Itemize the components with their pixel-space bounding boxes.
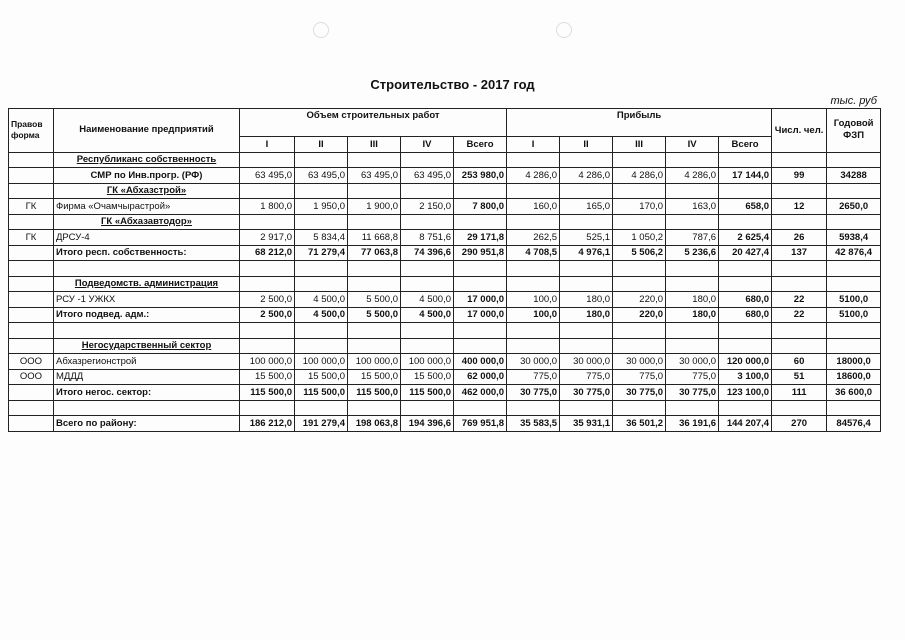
empty-cell	[719, 276, 772, 292]
empty-cell	[348, 400, 401, 416]
empty-cell	[613, 261, 666, 277]
volume-quarter: 15 500,0	[295, 369, 348, 385]
annual-fzp: 5100,0	[827, 292, 881, 308]
volume-quarter: 4 500,0	[401, 292, 454, 308]
volume-quarter: 100 000,0	[240, 354, 295, 370]
empty-cell	[827, 276, 881, 292]
volume-quarter: 11 668,8	[348, 230, 401, 246]
volume-total: 17 000,0	[454, 292, 507, 308]
empty-cell	[827, 338, 881, 354]
empty-cell	[295, 323, 348, 339]
header-staff: Числ. чел.	[772, 109, 827, 153]
annual-fzp: 34288	[827, 168, 881, 184]
page-title: Строительство - 2017 год	[370, 77, 535, 92]
empty-cell	[507, 261, 560, 277]
volume-quarter: 4 500,0	[295, 292, 348, 308]
empty-cell	[613, 323, 666, 339]
profit-quarter: 180,0	[560, 292, 613, 308]
header-quarter: I	[507, 137, 560, 153]
volume-quarter: 2 500,0	[240, 292, 295, 308]
empty-cell	[666, 152, 719, 168]
empty-cell	[666, 400, 719, 416]
enterprise-name: Итого подвед. адм.:	[54, 307, 240, 323]
empty-cell	[772, 261, 827, 277]
volume-quarter: 5 500,0	[348, 292, 401, 308]
profit-quarter: 35 931,1	[560, 416, 613, 432]
empty-cell	[772, 183, 827, 199]
empty-cell	[240, 183, 295, 199]
form-cell	[9, 261, 54, 277]
profit-quarter: 5 506,2	[613, 245, 666, 261]
table-row	[9, 292, 881, 308]
enterprise-name: Всего по району:	[54, 416, 240, 432]
profit-quarter: 4 286,0	[560, 168, 613, 184]
profit-quarter: 165,0	[560, 199, 613, 215]
form-cell	[9, 183, 54, 199]
empty-cell	[401, 183, 454, 199]
empty-cell	[295, 338, 348, 354]
profit-quarter: 30 000,0	[666, 354, 719, 370]
empty-row	[9, 323, 881, 339]
table-row	[9, 369, 881, 385]
empty-cell	[772, 400, 827, 416]
volume-quarter: 2 150,0	[401, 199, 454, 215]
scan-mark	[313, 22, 329, 38]
total-row	[9, 416, 881, 432]
enterprise-name: ДРСУ-4	[54, 230, 240, 246]
legal-form	[9, 385, 54, 401]
empty-cell	[54, 400, 240, 416]
volume-quarter: 1 950,0	[295, 199, 348, 215]
annual-fzp: 5100,0	[827, 307, 881, 323]
empty-cell	[507, 214, 560, 230]
annual-fzp: 42 876,4	[827, 245, 881, 261]
section-title: ГК «Абхазавтодор»	[54, 214, 240, 230]
empty-cell	[295, 400, 348, 416]
profit-total: 658,0	[719, 199, 772, 215]
annual-fzp: 2650,0	[827, 199, 881, 215]
empty-cell	[772, 323, 827, 339]
header-quarter: III	[613, 137, 666, 153]
profit-quarter: 36 501,2	[613, 416, 666, 432]
empty-cell	[666, 323, 719, 339]
profit-quarter: 180,0	[666, 307, 719, 323]
profit-quarter: 787,6	[666, 230, 719, 246]
volume-quarter: 100 000,0	[401, 354, 454, 370]
volume-quarter: 115 500,0	[240, 385, 295, 401]
header-total: Всего	[454, 137, 507, 153]
profit-total: 144 207,4	[719, 416, 772, 432]
empty-cell	[772, 214, 827, 230]
volume-quarter: 15 500,0	[240, 369, 295, 385]
empty-cell	[613, 276, 666, 292]
annual-fzp: 36 600,0	[827, 385, 881, 401]
staff-count: 111	[772, 385, 827, 401]
volume-quarter: 100 000,0	[348, 354, 401, 370]
volume-quarter: 71 279,4	[295, 245, 348, 261]
empty-cell	[454, 400, 507, 416]
volume-total: 769 951,8	[454, 416, 507, 432]
total-row	[9, 385, 881, 401]
section-row	[9, 152, 881, 168]
profit-quarter: 525,1	[560, 230, 613, 246]
empty-cell	[295, 152, 348, 168]
empty-cell	[827, 152, 881, 168]
volume-quarter: 74 396,6	[401, 245, 454, 261]
empty-cell	[827, 323, 881, 339]
section-title: ГК «Абхазстрой»	[54, 183, 240, 199]
profit-quarter: 30 775,0	[666, 385, 719, 401]
header-quarter: III	[348, 137, 401, 153]
empty-cell	[454, 323, 507, 339]
empty-cell	[454, 338, 507, 354]
profit-total: 17 144,0	[719, 168, 772, 184]
profit-quarter: 30 000,0	[507, 354, 560, 370]
profit-quarter: 5 236,6	[666, 245, 719, 261]
empty-cell	[348, 323, 401, 339]
profit-total: 120 000,0	[719, 354, 772, 370]
empty-cell	[401, 276, 454, 292]
volume-total: 17 000,0	[454, 307, 507, 323]
empty-cell	[666, 261, 719, 277]
enterprise-name: Итого респ. собственность:	[54, 245, 240, 261]
staff-count: 137	[772, 245, 827, 261]
profit-total: 20 427,4	[719, 245, 772, 261]
legal-form	[9, 416, 54, 432]
empty-cell	[348, 183, 401, 199]
empty-row	[9, 400, 881, 416]
empty-cell	[560, 152, 613, 168]
volume-quarter: 5 500,0	[348, 307, 401, 323]
empty-cell	[772, 338, 827, 354]
volume-quarter: 15 500,0	[348, 369, 401, 385]
profit-quarter: 775,0	[560, 369, 613, 385]
empty-cell	[560, 261, 613, 277]
volume-quarter: 100 000,0	[295, 354, 348, 370]
empty-cell	[613, 183, 666, 199]
empty-cell	[719, 183, 772, 199]
header-quarter: II	[295, 137, 348, 153]
volume-total: 29 171,8	[454, 230, 507, 246]
header-quarter: II	[560, 137, 613, 153]
form-cell	[9, 338, 54, 354]
profit-quarter: 220,0	[613, 292, 666, 308]
profit-quarter: 170,0	[613, 199, 666, 215]
scan-mark	[556, 22, 572, 38]
section-title: Подведомств. администрация	[54, 276, 240, 292]
header-quarter: I	[240, 137, 295, 153]
annual-fzp: 84576,4	[827, 416, 881, 432]
volume-quarter: 115 500,0	[295, 385, 348, 401]
header-fzp: Годовой ФЗП	[827, 109, 881, 153]
profit-quarter: 4 708,5	[507, 245, 560, 261]
legal-form	[9, 292, 54, 308]
empty-cell	[295, 276, 348, 292]
volume-quarter: 115 500,0	[348, 385, 401, 401]
section-title: Негосударственный сектор	[54, 338, 240, 354]
profit-quarter: 180,0	[560, 307, 613, 323]
profit-quarter: 163,0	[666, 199, 719, 215]
volume-total: 400 000,0	[454, 354, 507, 370]
section-row	[9, 214, 881, 230]
empty-cell	[613, 152, 666, 168]
volume-quarter: 63 495,0	[348, 168, 401, 184]
profit-quarter: 100,0	[507, 307, 560, 323]
profit-quarter: 4 286,0	[613, 168, 666, 184]
volume-quarter: 5 834,4	[295, 230, 348, 246]
annual-fzp: 18000,0	[827, 354, 881, 370]
empty-cell	[772, 152, 827, 168]
profit-quarter: 30 775,0	[507, 385, 560, 401]
empty-cell	[827, 400, 881, 416]
empty-row	[9, 261, 881, 277]
construction-table	[8, 108, 881, 432]
header-quarter: IV	[401, 137, 454, 153]
enterprise-name: РСУ -1 УЖКХ	[54, 292, 240, 308]
empty-cell	[401, 261, 454, 277]
volume-quarter: 63 495,0	[401, 168, 454, 184]
empty-cell	[240, 261, 295, 277]
empty-cell	[454, 276, 507, 292]
empty-cell	[240, 152, 295, 168]
empty-cell	[401, 214, 454, 230]
enterprise-name: Абхазрегионстрой	[54, 354, 240, 370]
empty-cell	[719, 338, 772, 354]
volume-quarter: 186 212,0	[240, 416, 295, 432]
profit-quarter: 775,0	[507, 369, 560, 385]
profit-quarter: 4 976,1	[560, 245, 613, 261]
enterprise-name: Фирма «Очамчырастрой»	[54, 199, 240, 215]
form-cell	[9, 400, 54, 416]
profit-quarter: 775,0	[666, 369, 719, 385]
annual-fzp: 5938,4	[827, 230, 881, 246]
volume-quarter: 194 396,6	[401, 416, 454, 432]
volume-quarter: 2 917,0	[240, 230, 295, 246]
empty-cell	[772, 276, 827, 292]
volume-quarter: 4 500,0	[295, 307, 348, 323]
volume-total: 62 000,0	[454, 369, 507, 385]
staff-count: 22	[772, 307, 827, 323]
staff-count: 60	[772, 354, 827, 370]
empty-cell	[719, 261, 772, 277]
empty-cell	[401, 400, 454, 416]
table-row	[9, 230, 881, 246]
profit-quarter: 30 000,0	[613, 354, 666, 370]
header-quarter: IV	[666, 137, 719, 153]
header-form: Правов форма	[9, 109, 54, 153]
section-row	[9, 338, 881, 354]
volume-quarter: 198 063,8	[348, 416, 401, 432]
empty-cell	[666, 276, 719, 292]
empty-cell	[348, 276, 401, 292]
header-total: Всего	[719, 137, 772, 153]
table-row	[9, 168, 881, 184]
empty-cell	[827, 261, 881, 277]
form-cell	[9, 214, 54, 230]
profit-quarter: 160,0	[507, 199, 560, 215]
staff-count: 51	[772, 369, 827, 385]
profit-quarter: 30 775,0	[560, 385, 613, 401]
empty-cell	[295, 261, 348, 277]
staff-count: 270	[772, 416, 827, 432]
total-row	[9, 307, 881, 323]
empty-cell	[560, 323, 613, 339]
total-row	[9, 245, 881, 261]
volume-quarter: 68 212,0	[240, 245, 295, 261]
table-row	[9, 199, 881, 215]
empty-cell	[560, 400, 613, 416]
empty-cell	[348, 152, 401, 168]
empty-cell	[507, 152, 560, 168]
volume-total: 462 000,0	[454, 385, 507, 401]
volume-quarter: 15 500,0	[401, 369, 454, 385]
form-cell	[9, 152, 54, 168]
legal-form: ГК	[9, 199, 54, 215]
volume-total: 7 800,0	[454, 199, 507, 215]
volume-quarter: 63 495,0	[295, 168, 348, 184]
empty-cell	[240, 400, 295, 416]
empty-cell	[827, 214, 881, 230]
profit-quarter: 36 191,6	[666, 416, 719, 432]
empty-cell	[348, 214, 401, 230]
empty-cell	[401, 152, 454, 168]
enterprise-name: МДДД	[54, 369, 240, 385]
empty-cell	[507, 400, 560, 416]
volume-quarter: 1 800,0	[240, 199, 295, 215]
profit-quarter: 30 775,0	[613, 385, 666, 401]
empty-cell	[719, 214, 772, 230]
profit-quarter: 35 583,5	[507, 416, 560, 432]
profit-total: 2 625,4	[719, 230, 772, 246]
profit-quarter: 4 286,0	[507, 168, 560, 184]
staff-count: 26	[772, 230, 827, 246]
empty-cell	[827, 183, 881, 199]
header-volume: Объем строительных работ	[240, 109, 507, 137]
volume-quarter: 77 063,8	[348, 245, 401, 261]
volume-quarter: 8 751,6	[401, 230, 454, 246]
enterprise-name: СМР по Инв.прогр. (РФ)	[54, 168, 240, 184]
empty-cell	[348, 338, 401, 354]
empty-cell	[295, 214, 348, 230]
empty-cell	[719, 323, 772, 339]
empty-cell	[240, 276, 295, 292]
empty-cell	[719, 152, 772, 168]
empty-cell	[613, 338, 666, 354]
profit-total: 123 100,0	[719, 385, 772, 401]
profit-quarter: 775,0	[613, 369, 666, 385]
staff-count: 22	[772, 292, 827, 308]
empty-cell	[348, 261, 401, 277]
empty-cell	[240, 214, 295, 230]
legal-form: ООО	[9, 369, 54, 385]
empty-cell	[240, 338, 295, 354]
empty-cell	[507, 323, 560, 339]
empty-cell	[240, 323, 295, 339]
staff-count: 12	[772, 199, 827, 215]
empty-cell	[54, 323, 240, 339]
empty-cell	[54, 261, 240, 277]
legal-form	[9, 245, 54, 261]
volume-quarter: 4 500,0	[401, 307, 454, 323]
volume-quarter: 2 500,0	[240, 307, 295, 323]
volume-total: 253 980,0	[454, 168, 507, 184]
form-cell	[9, 323, 54, 339]
empty-cell	[613, 400, 666, 416]
header-name: Наименование предприятий	[54, 109, 240, 153]
volume-quarter: 63 495,0	[240, 168, 295, 184]
profit-quarter: 4 286,0	[666, 168, 719, 184]
empty-cell	[507, 338, 560, 354]
empty-cell	[454, 214, 507, 230]
empty-cell	[454, 183, 507, 199]
section-title: Республиканс собственность	[54, 152, 240, 168]
empty-cell	[666, 338, 719, 354]
empty-cell	[666, 183, 719, 199]
profit-quarter: 1 050,2	[613, 230, 666, 246]
profit-quarter: 30 000,0	[560, 354, 613, 370]
empty-cell	[666, 214, 719, 230]
legal-form: ГК	[9, 230, 54, 246]
legal-form	[9, 307, 54, 323]
empty-cell	[719, 400, 772, 416]
enterprise-name: Итого негос. сектор:	[54, 385, 240, 401]
volume-quarter: 191 279,4	[295, 416, 348, 432]
profit-quarter: 262,5	[507, 230, 560, 246]
empty-cell	[613, 214, 666, 230]
volume-total: 290 951,8	[454, 245, 507, 261]
profit-quarter: 220,0	[613, 307, 666, 323]
volume-quarter: 115 500,0	[401, 385, 454, 401]
header-profit: Прибыль	[507, 109, 772, 137]
unit-label: тыс. руб	[830, 95, 877, 107]
empty-cell	[454, 152, 507, 168]
legal-form	[9, 168, 54, 184]
empty-cell	[507, 276, 560, 292]
profit-total: 680,0	[719, 292, 772, 308]
legal-form: ООО	[9, 354, 54, 370]
section-row	[9, 276, 881, 292]
volume-quarter: 1 900,0	[348, 199, 401, 215]
empty-cell	[560, 276, 613, 292]
form-cell	[9, 276, 54, 292]
empty-cell	[401, 338, 454, 354]
empty-cell	[295, 183, 348, 199]
empty-cell	[401, 323, 454, 339]
profit-quarter: 180,0	[666, 292, 719, 308]
table-row	[9, 354, 881, 370]
annual-fzp: 18600,0	[827, 369, 881, 385]
empty-cell	[560, 183, 613, 199]
staff-count: 99	[772, 168, 827, 184]
section-row	[9, 183, 881, 199]
empty-cell	[507, 183, 560, 199]
empty-cell	[560, 338, 613, 354]
profit-quarter: 100,0	[507, 292, 560, 308]
empty-cell	[560, 214, 613, 230]
empty-cell	[454, 261, 507, 277]
profit-total: 680,0	[719, 307, 772, 323]
profit-total: 3 100,0	[719, 369, 772, 385]
